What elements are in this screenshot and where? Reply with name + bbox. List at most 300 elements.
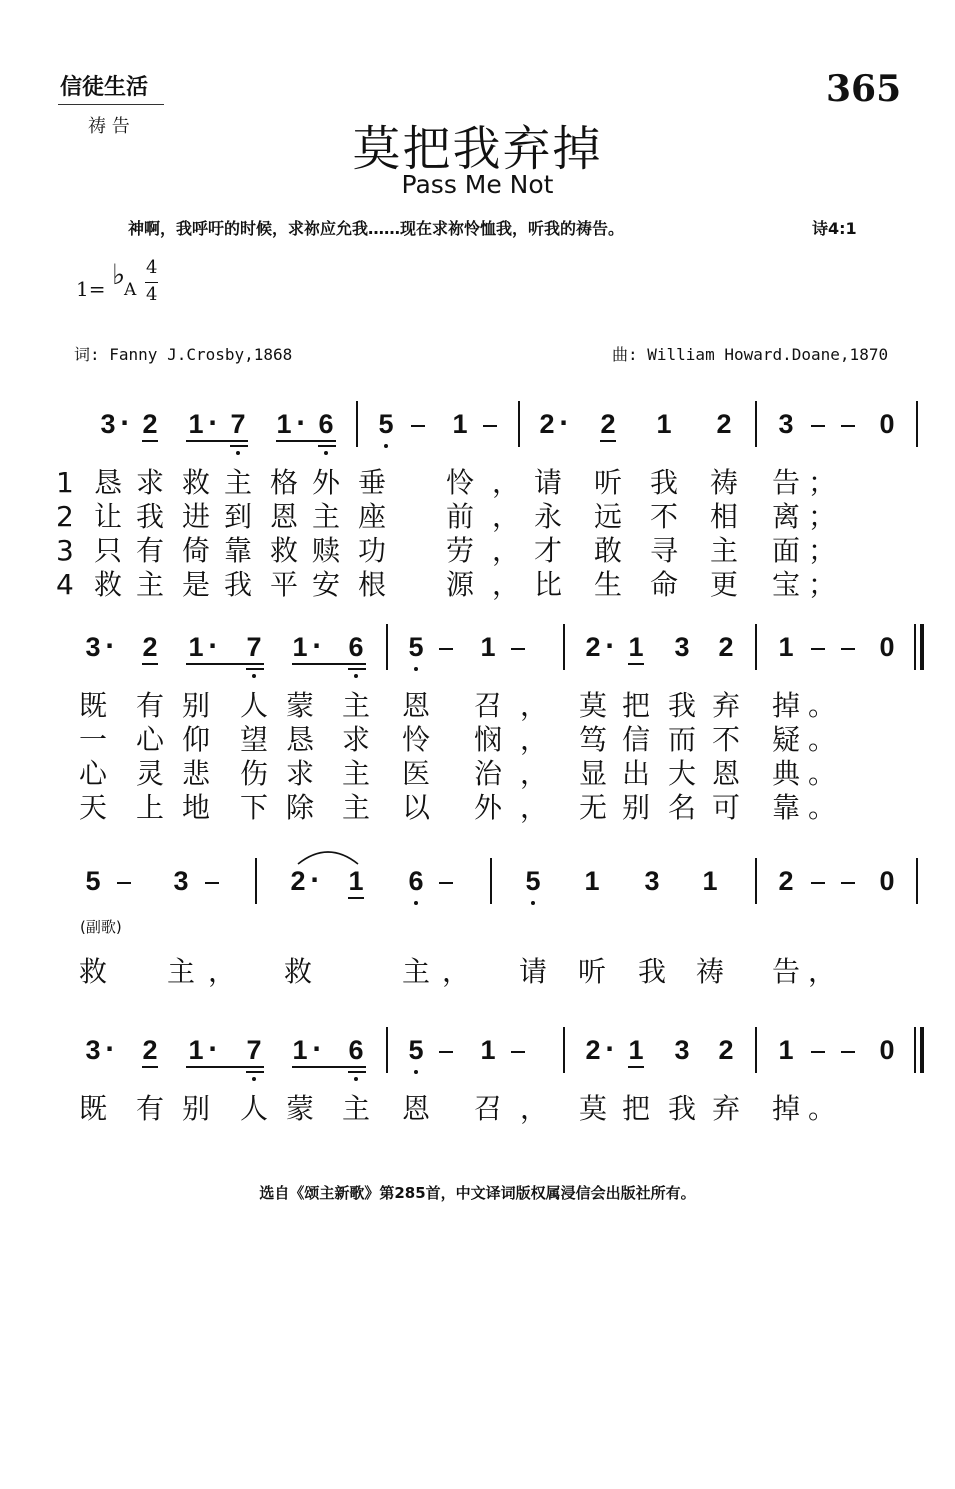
lyric-char: 赎: [312, 534, 341, 567]
note: 2: [290, 866, 306, 896]
lyric-char: 弃: [712, 689, 741, 722]
note: 2: [142, 632, 158, 662]
lyric-char: 2: [56, 500, 74, 533]
lyric-char: 莫: [579, 689, 608, 722]
lyric-char: 才: [534, 534, 563, 567]
lyric-char: 疑: [772, 723, 801, 756]
barline: [518, 401, 520, 447]
underline-beam: [348, 897, 364, 899]
lyric-char: 莫: [579, 1092, 608, 1125]
lyric-char: 永: [534, 500, 563, 533]
barline: [563, 624, 565, 670]
lyric-char: 掉: [772, 1092, 801, 1125]
lyric-char: ，: [442, 955, 471, 988]
note: 6: [348, 632, 364, 662]
epigraph-reference: 诗4:1: [812, 219, 857, 238]
extension-dash: [841, 882, 855, 884]
note: 6: [348, 1035, 364, 1065]
lyric-char: 。: [808, 689, 837, 722]
barline: [755, 858, 757, 904]
lyric-char: 救: [284, 955, 313, 988]
lyric-char: 救: [182, 466, 211, 499]
low-octave-dot: [354, 1077, 358, 1081]
lyric-char: ，: [492, 466, 521, 499]
lyric-char: 人: [240, 1092, 269, 1125]
augmentation-dot: ·: [208, 632, 218, 660]
lyric-char: 可: [712, 791, 741, 824]
note: 1: [188, 632, 204, 662]
lyric-char: 有: [136, 534, 165, 567]
extension-dash: [411, 425, 425, 427]
note: 0: [879, 409, 895, 439]
lyric-char: 伤: [240, 757, 269, 790]
extension-dash: [439, 1051, 453, 1053]
barline: [914, 624, 916, 670]
lyric-char: 仰: [182, 723, 211, 756]
lyric-char: 我: [668, 1092, 697, 1125]
lyric-char: 人: [240, 689, 269, 722]
note: 1: [656, 409, 672, 439]
augmentation-dot: ·: [559, 409, 569, 437]
lyric-char: 把: [622, 1092, 651, 1125]
extension-dash: [841, 1051, 855, 1053]
lyric-char: 垂: [358, 466, 387, 499]
lyric-char: 不: [712, 723, 741, 756]
lyric-char: 心: [136, 723, 165, 756]
low-octave-dot: [252, 674, 256, 678]
lyric-char: 求: [286, 757, 315, 790]
lyric-char: ，: [520, 791, 549, 824]
note: 1: [628, 1035, 644, 1065]
lyric-char: 是: [182, 568, 211, 601]
lyric-char: 命: [650, 568, 679, 601]
lyric-char: 远: [594, 500, 623, 533]
low-octave-dot: [354, 674, 358, 678]
underline-beam: [186, 440, 248, 442]
note: 1: [480, 632, 496, 662]
extension-dash: [811, 882, 825, 884]
barline: [755, 401, 757, 447]
note: 3: [644, 866, 660, 896]
lyric-char: 听: [594, 466, 623, 499]
lyric-char: 恩: [270, 500, 299, 533]
barline: [490, 858, 492, 904]
augmentation-dot: ·: [208, 409, 218, 437]
lyric-char: 有: [136, 689, 165, 722]
hymn-title-english: Pass Me Not: [401, 170, 554, 199]
category-rule: [58, 104, 164, 105]
note: 1: [584, 866, 600, 896]
barline: [563, 1027, 565, 1073]
lyric-char: ；: [808, 568, 837, 601]
augmentation-dot: ·: [120, 409, 130, 437]
lyric-char: 恩: [712, 757, 741, 790]
note: 2: [539, 409, 555, 439]
composer-credit: 曲: William Howard.Doane,1870: [612, 345, 889, 364]
lyric-char: 告: [772, 466, 801, 499]
lyric-char: 救: [94, 568, 123, 601]
lyric-char: 别: [182, 1092, 211, 1125]
augmentation-dot: ·: [605, 1035, 615, 1063]
lyric-char: ，: [520, 1092, 549, 1125]
category-subtitle: 祷 告: [88, 116, 130, 137]
underline-beam: [142, 440, 158, 442]
lyric-char: 弃: [712, 1092, 741, 1125]
note: 3: [674, 1035, 690, 1065]
flat-sign: ♭: [112, 258, 126, 291]
augmentation-dot: ·: [296, 409, 306, 437]
epigraph: 神啊，我呼吁的时候，求祢应允我……现在求祢怜恤我，听我的祷告。: [128, 219, 625, 238]
augmentation-dot: ·: [105, 632, 115, 660]
lyric-char: 上: [136, 791, 165, 824]
lyric-char: 。: [808, 791, 837, 824]
underline-beam: [348, 1071, 366, 1073]
low-octave-dot: [324, 451, 328, 455]
lyric-char: ，: [492, 500, 521, 533]
underline-beam: [348, 668, 366, 670]
lyric-char: 主: [342, 689, 371, 722]
barline: [916, 858, 918, 904]
lyric-char: 无: [579, 791, 608, 824]
underline-beam: [628, 663, 644, 665]
note: 1: [292, 1035, 308, 1065]
underline-beam: [292, 1066, 366, 1068]
lyric-char: 更: [710, 568, 739, 601]
lyric-char: ，: [520, 689, 549, 722]
note: 2: [718, 632, 734, 662]
note: 5: [525, 866, 541, 896]
lyric-char: 恩: [402, 1092, 431, 1125]
lyric-char: 医: [402, 757, 431, 790]
lyric-char: 祷: [710, 466, 739, 499]
lyric-char: 主: [312, 500, 341, 533]
note: 1: [452, 409, 468, 439]
lyric-char: 恩: [402, 689, 431, 722]
lyric-char: 请: [519, 955, 548, 988]
note: 1: [188, 1035, 204, 1065]
lyric-char: 地: [182, 791, 211, 824]
note: 1: [480, 1035, 496, 1065]
extension-dash: [811, 1051, 825, 1053]
lyric-char: 别: [622, 791, 651, 824]
note: 0: [879, 866, 895, 896]
extension-dash: [841, 648, 855, 650]
note: 1: [778, 1035, 794, 1065]
lyric-char: ，: [208, 955, 237, 988]
lyric-char: 祷: [696, 955, 725, 988]
lyric-char: 主: [342, 757, 371, 790]
lyric-char: 怜: [446, 466, 475, 499]
lyric-char: 出: [622, 757, 651, 790]
lyric-char: 格: [270, 466, 299, 499]
note: 0: [879, 632, 895, 662]
time-signature-bottom: 4: [146, 284, 158, 305]
lyric-char: 显: [579, 757, 608, 790]
note: 0: [879, 1035, 895, 1065]
time-signature-top: 4: [146, 257, 158, 278]
note: 1: [778, 632, 794, 662]
lyric-char: 既: [79, 689, 108, 722]
lyric-char: 恳: [94, 466, 123, 499]
barline: [386, 1027, 388, 1073]
lyric-char: 我: [638, 955, 667, 988]
lyric-char: 进: [182, 500, 211, 533]
note: 2: [718, 1035, 734, 1065]
underline-beam: [600, 440, 616, 442]
lyric-char: 1: [56, 466, 74, 499]
lyric-char: 前: [446, 500, 475, 533]
lyric-char: 蒙: [286, 689, 315, 722]
lyric-char: 天: [79, 791, 108, 824]
note: 2: [778, 866, 794, 896]
low-octave-dot: [414, 1070, 418, 1074]
barline: [916, 401, 918, 447]
lyric-char: 召: [474, 1092, 503, 1125]
lyric-char: 一: [79, 723, 108, 756]
barline: [755, 1027, 757, 1073]
low-octave-dot: [252, 1077, 256, 1081]
lyric-char: 下: [240, 791, 269, 824]
note: 7: [230, 409, 246, 439]
underline-beam: [142, 1066, 158, 1068]
lyric-char: 主: [342, 791, 371, 824]
lyric-char: 大: [668, 757, 697, 790]
lyric-char: 治: [474, 757, 503, 790]
chorus-label: (副歌): [80, 918, 122, 936]
extension-dash: [205, 882, 219, 884]
lyric-char: 。: [808, 757, 837, 790]
lyric-char: 相: [710, 500, 739, 533]
underline-beam: [246, 1071, 264, 1073]
extension-dash: [841, 425, 855, 427]
lyric-char: 4: [56, 568, 74, 601]
lyric-char: 只: [94, 534, 123, 567]
lyric-char: ，: [492, 568, 521, 601]
lyric-char: 望: [240, 723, 269, 756]
lyric-char: 主: [224, 466, 253, 499]
extension-dash: [439, 882, 453, 884]
lyric-char: 平: [270, 568, 299, 601]
underline-beam: [142, 663, 158, 665]
lyric-char: 蒙: [286, 1092, 315, 1125]
lyric-char: 外: [312, 466, 341, 499]
lyric-char: 。: [808, 723, 837, 756]
underline-beam: [186, 663, 264, 665]
extension-dash: [811, 425, 825, 427]
lyric-char: ，: [808, 955, 837, 988]
lyric-char: 我: [668, 689, 697, 722]
copyright-footer: 选自《颂主新歌》第285首，中文译词版权属浸信会出版社所有。: [259, 1184, 696, 1202]
underline-beam: [276, 440, 336, 442]
lyric-char: 有: [136, 1092, 165, 1125]
note: 3: [85, 632, 101, 662]
final-barline: [920, 624, 924, 670]
note: 2: [142, 1035, 158, 1065]
low-octave-dot: [414, 901, 418, 905]
lyric-char: ；: [808, 466, 837, 499]
lyric-char: 别: [182, 689, 211, 722]
barline: [255, 858, 257, 904]
low-octave-dot: [531, 901, 535, 905]
lyric-char: 不: [650, 500, 679, 533]
lyric-char: 主: [402, 955, 431, 988]
note: 5: [408, 632, 424, 662]
lyric-char: 心: [79, 757, 108, 790]
note: 1: [276, 409, 292, 439]
lyric-char: 3: [56, 534, 74, 567]
lyric-char: 请: [534, 466, 563, 499]
lyric-char: 怜: [402, 723, 431, 756]
lyric-char: 主: [136, 568, 165, 601]
lyric-char: 名: [668, 791, 697, 824]
page-number: 365: [826, 68, 902, 110]
lyric-char: 主: [167, 955, 196, 988]
lyric-char: 恳: [286, 723, 315, 756]
low-octave-dot: [414, 667, 418, 671]
extension-dash: [117, 882, 131, 884]
underline-beam: [230, 445, 248, 447]
note: 5: [378, 409, 394, 439]
note: 5: [85, 866, 101, 896]
note: 7: [246, 632, 262, 662]
lyric-char: 听: [578, 955, 607, 988]
barline: [386, 624, 388, 670]
augmentation-dot: ·: [312, 632, 322, 660]
lyric-char: 面: [772, 534, 801, 567]
lyric-char: 功: [358, 534, 387, 567]
lyric-char: 劳: [446, 534, 475, 567]
lyric-char: 主: [342, 1092, 371, 1125]
augmentation-dot: ·: [310, 866, 320, 894]
low-octave-dot: [384, 444, 388, 448]
note: 7: [246, 1035, 262, 1065]
low-octave-dot: [236, 451, 240, 455]
lyric-char: ，: [520, 757, 549, 790]
lyric-char: 到: [224, 500, 253, 533]
augmentation-dot: ·: [605, 632, 615, 660]
lyric-char: 救: [79, 955, 108, 988]
lyric-char: 悲: [182, 757, 211, 790]
barline: [356, 401, 358, 447]
note: 2: [142, 409, 158, 439]
note: 1: [702, 866, 718, 896]
underline-beam: [186, 1066, 264, 1068]
lyric-char: 把: [622, 689, 651, 722]
extension-dash: [811, 648, 825, 650]
note: 3: [85, 1035, 101, 1065]
augmentation-dot: ·: [105, 1035, 115, 1063]
lyric-char: 倚: [182, 534, 211, 567]
note: 2: [585, 1035, 601, 1065]
augmentation-dot: ·: [208, 1035, 218, 1063]
lyric-char: 根: [358, 568, 387, 601]
lyric-char: 以: [402, 791, 431, 824]
key-prefix: 1=: [76, 277, 106, 301]
note: 6: [318, 409, 334, 439]
lyric-char: 而: [668, 723, 697, 756]
lyric-char: 掉: [772, 689, 801, 722]
barline: [755, 624, 757, 670]
lyric-char: 信: [622, 723, 651, 756]
barline: [914, 1027, 916, 1073]
lyric-char: 离: [772, 500, 801, 533]
lyric-char: 我: [650, 466, 679, 499]
lyric-char: ，: [492, 534, 521, 567]
lyric-char: 除: [286, 791, 315, 824]
lyric-char: 求: [342, 723, 371, 756]
note: 3: [100, 409, 116, 439]
note: 2: [600, 409, 616, 439]
final-barline: [920, 1027, 924, 1073]
lyric-char: 宝: [772, 568, 801, 601]
lyric-char: 悯: [474, 723, 503, 756]
lyric-char: 典: [772, 757, 801, 790]
note: 1: [188, 409, 204, 439]
lyric-char: 我: [136, 500, 165, 533]
slur: [296, 846, 360, 866]
underline-beam: [318, 445, 336, 447]
extension-dash: [511, 648, 525, 650]
lyric-char: 靠: [772, 791, 801, 824]
extension-dash: [511, 1051, 525, 1053]
underline-beam: [246, 668, 264, 670]
lyric-char: 我: [224, 568, 253, 601]
lyric-char: 召: [474, 689, 503, 722]
augmentation-dot: ·: [312, 1035, 322, 1063]
note: 3: [778, 409, 794, 439]
extension-dash: [439, 648, 453, 650]
underline-beam: [292, 663, 366, 665]
lyric-char: 比: [534, 568, 563, 601]
extension-dash: [483, 425, 497, 427]
lyric-char: 让: [94, 500, 123, 533]
note: 3: [173, 866, 189, 896]
lyric-char: 敢: [594, 534, 623, 567]
lyric-char: ；: [808, 500, 837, 533]
note: 6: [408, 866, 424, 896]
note: 5: [408, 1035, 424, 1065]
note: 3: [674, 632, 690, 662]
note: 1: [628, 632, 644, 662]
category-title: 信徒生活: [60, 74, 149, 100]
underline-beam: [628, 1066, 644, 1068]
lyric-char: 告: [772, 955, 801, 988]
lyric-char: 座: [358, 500, 387, 533]
lyric-char: 。: [808, 1092, 837, 1125]
lyric-char: 源: [446, 568, 475, 601]
lyric-char: 灵: [136, 757, 165, 790]
key-note: A: [124, 280, 137, 300]
lyric-char: 寻: [650, 534, 679, 567]
lyric-char: 安: [312, 568, 341, 601]
lyric-char: 既: [79, 1092, 108, 1125]
note: 1: [292, 632, 308, 662]
hymn-title: 莫把我弃掉: [352, 121, 603, 177]
lyric-char: 外: [474, 791, 503, 824]
time-signature-line: [145, 282, 158, 283]
lyric-char: 靠: [224, 534, 253, 567]
lyric-char: ，: [520, 723, 549, 756]
lyric-char: 主: [710, 534, 739, 567]
lyric-char: 笃: [579, 723, 608, 756]
note: 1: [348, 866, 364, 896]
lyric-char: 求: [136, 466, 165, 499]
note: 2: [716, 409, 732, 439]
note: 2: [585, 632, 601, 662]
lyricist-credit: 词: Fanny J.Crosby,1868: [74, 345, 293, 364]
lyric-char: 救: [270, 534, 299, 567]
lyric-char: ；: [808, 534, 837, 567]
